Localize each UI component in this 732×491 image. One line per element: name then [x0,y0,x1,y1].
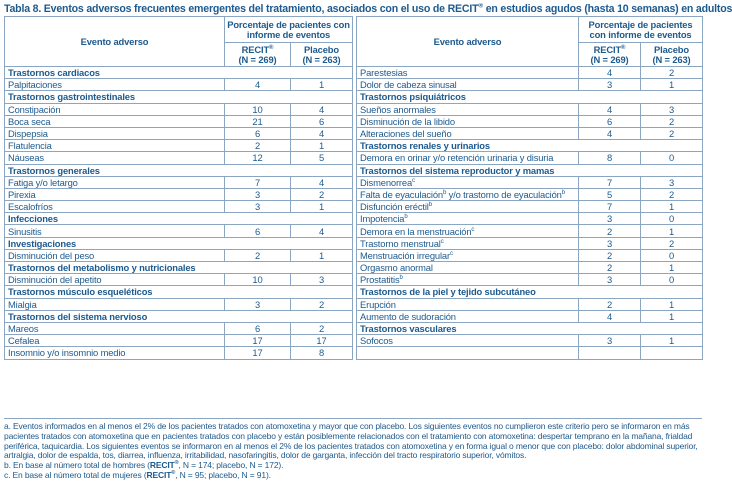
category-label: Trastornos gastrointestinales [5,91,353,103]
recit-value: 21 [225,115,291,127]
table-row [5,103,353,115]
recit-value: 4 [579,310,641,322]
event-footnote-mark: b [399,275,403,282]
table-row [357,213,703,225]
table-row [5,140,353,152]
recit-value: 10 [225,274,291,286]
placebo-value: 1 [641,298,703,310]
event-footnote-mark: c [471,226,475,233]
event-footnote-mark: c [449,250,453,257]
recit-value: 17 [225,335,291,347]
footnote-b-brand: RECIT [149,460,175,471]
placebo-value: 1 [291,79,353,91]
column-header-event: Evento adverso [357,17,579,67]
event-label [357,115,579,127]
column-header-placebo [641,43,703,67]
event-label-text: Constipación [8,103,61,115]
event-label-text: Orgasmo anormal [360,262,433,274]
table-row [357,237,703,249]
placebo-n: (N = 263) [302,53,341,65]
column-header-event: Evento adverso [5,17,225,67]
category-row [357,91,703,103]
category-label: Trastornos psiquiátricos [357,91,703,103]
placebo-value: 1 [641,262,703,274]
left-table-body [5,67,353,360]
table-row [5,335,353,347]
placebo-value: 0 [641,152,703,164]
event-label-text: Sinusitis [8,225,42,237]
event-footnote-mark-2: b [561,189,565,196]
event-label [357,262,579,274]
event-label-text: Menstruación irregular [360,249,450,261]
event-label [357,298,579,310]
column-header-percent: Porcentaje de pacientes con informe de eventos [579,17,703,43]
event-label [5,335,225,347]
recit-value: 17 [225,347,291,359]
recit-value: 3 [579,335,641,347]
category-label: Investigaciones [5,237,353,249]
event-label [357,79,579,91]
table-row [5,127,353,139]
event-label-text: Mareos [8,323,39,335]
recit-value: 7 [579,176,641,188]
event-label-text: Mialgia [8,298,37,310]
event-label [5,225,225,237]
placebo-value: 2 [641,127,703,139]
recit-value: 2 [579,298,641,310]
table-row [357,103,703,115]
table-row [357,298,703,310]
placebo-value: 1 [291,249,353,261]
recit-value: 3 [225,201,291,213]
column-header-recit [225,43,291,67]
recit-value: 6 [225,225,291,237]
event-label-text: Dispepsia [8,128,48,140]
event-label [5,322,225,334]
table-row [5,188,353,200]
table-row [357,79,703,91]
recit-value: 5 [579,188,641,200]
event-footnote-mark: b [443,189,447,196]
category-label: Trastornos generales [5,164,353,176]
column-header-placebo [291,43,353,67]
placebo-value: 1 [641,310,703,322]
table-row [357,201,703,213]
event-label-text: Prostatitis [360,274,400,286]
recit-name: RECIT [241,43,270,55]
table-row [5,79,353,91]
category-row [5,237,353,249]
table-title-tail: en estudios agudos (hasta 10 semanas) en adultos [482,3,732,15]
recit-value: 6 [225,322,291,334]
placebo-value: 2 [291,188,353,200]
recit-value: 3 [579,213,641,225]
category-row [357,322,703,334]
recit-value: 4 [225,79,291,91]
table-row [357,115,703,127]
table-row [5,274,353,286]
table-row [5,115,353,127]
recit-n: (N = 269) [238,53,277,65]
placebo-value: 2 [641,115,703,127]
recit-value: 6 [579,115,641,127]
event-label-text-2: y/o trastorno de eyaculación [446,188,562,200]
category-row [5,286,353,298]
placebo-value: 3 [291,274,353,286]
table-row [5,152,353,164]
event-label-text: Palpitaciones [8,79,62,91]
placebo-value: 0 [641,213,703,225]
event-label-text: Cefalea [8,335,40,347]
adverse-events-table-right [356,16,703,360]
event-label [5,115,225,127]
placebo-value: 17 [291,335,353,347]
table-row [357,310,703,322]
table-title-reg: ® [478,2,483,10]
recit-name: RECIT [593,43,622,55]
event-label [357,335,579,347]
event-label [357,103,579,115]
category-row [5,91,353,103]
placebo-value: 3 [641,176,703,188]
column-header-percent: Porcentaje de pacientes con informe de eventos [225,17,353,43]
recit-value: 12 [225,152,291,164]
table-row [357,335,703,347]
event-label [5,188,225,200]
placebo-value: 4 [291,103,353,115]
blank-cell [641,347,703,359]
placebo-value: 1 [641,335,703,347]
blank-cell [579,347,641,359]
placebo-value: 1 [641,225,703,237]
category-label: Trastornos del sistema nervioso [5,310,353,322]
category-label: Trastornos del sistema reproductor y mamas [357,164,703,176]
placebo-value: 6 [291,115,353,127]
event-label-text: Parestesias [360,67,408,79]
event-label [5,201,225,213]
category-label: Trastornos del metabolismo y nutricionales [5,262,353,274]
category-row [5,67,353,79]
table-row [5,225,353,237]
event-label [357,213,579,225]
event-label [357,310,579,322]
event-label-text: Demora en orinar y/o retención urinaria y disuria [360,152,554,164]
event-label-text: Erupción [360,298,396,310]
placebo-value: 5 [291,152,353,164]
recit-value: 3 [579,237,641,249]
category-label: Trastornos renales y urinarios [357,140,703,152]
event-footnote-mark: c [412,177,415,184]
table-row [5,298,353,310]
event-label [5,249,225,261]
placebo-value: 1 [291,201,353,213]
table-row [5,249,353,261]
recit-value: 2 [579,262,641,274]
category-row [357,164,703,176]
footnote-a: a. Eventos informados en al menos el 2% de los pacientes tratados con atomoxetina y mayor que con placebo. Los siguientes eventos no cumplieron este criterio pero se informaron en más pacientes tratados con atomoxetina que en pacientes tratados con placebo y están posiblemente relacionados con el tratamiento con atomoxetina: despertar temprano en la mañana, frialdad periférica, taquicardia. Los siguientes eventos se informaron en al menos el 2% de los pacientes tratados con atomoxetina y en forma igual o menor que con placebo: dolor abdominal superior, artralgia, dolor de espalda, tos, diarrea, influenza, irritabilidad, nasofaringitis, dolor de garganta, infección del tracto respiratorio superior, vómitos. [4,421,698,461]
table-title-text: Tabla 8. Eventos adversos frecuentes emergentes del tratamiento, asociados con el uso de RECIT [4,3,479,15]
category-label: Trastornos cardiacos [5,67,353,79]
placebo-value: 0 [641,249,703,261]
footnote-c [4,471,702,481]
table-row [357,152,703,164]
event-label-text: Disminución del apetito [8,274,102,286]
footnote-c-brand: RECIT [146,469,172,480]
event-label [5,79,225,91]
placebo-n: (N = 263) [652,53,691,65]
event-label [357,237,579,249]
event-label-text: Escalofríos [8,201,53,213]
table-row [357,249,703,261]
recit-value: 2 [579,225,641,237]
event-label [5,347,225,359]
placebo-value: 2 [641,67,703,79]
right-table-body [357,67,703,360]
table-row [5,201,353,213]
recit-value: 7 [225,176,291,188]
event-label-text: Sueños anormales [360,103,436,115]
event-label-text: Falta de eyaculación [360,188,443,200]
category-row [5,213,353,225]
event-label-text: Impotencia [360,213,405,225]
placebo-value: 2 [641,237,703,249]
recit-value: 8 [579,152,641,164]
event-label-text: Dismenorrea [360,176,413,188]
event-label [5,127,225,139]
placebo-value: 2 [291,298,353,310]
event-label [5,298,225,310]
event-label-text: Sofocos [360,335,393,347]
event-label [5,152,225,164]
table-row [357,274,703,286]
table-row [357,176,703,188]
event-label-text: Disfunción eréctil [360,201,429,213]
placebo-value: 0 [641,274,703,286]
recit-value: 3 [225,298,291,310]
event-label [5,140,225,152]
table-row [5,176,353,188]
category-label: Trastornos de la piel y tejido subcutáneo [357,286,703,298]
event-footnote-mark: c [440,238,444,245]
column-header-recit [579,43,641,67]
event-footnote-mark: b [428,202,432,209]
category-label: Trastornos músculo esqueléticos [5,286,353,298]
footnote-b-reg: ® [174,460,179,467]
event-label-text: Fatiga y/o letargo [8,176,78,188]
placebo-value: 4 [291,127,353,139]
footnote-b-suffix: , N = 174; placebo, N = 172). [178,460,284,471]
event-label-text: Disminución del peso [8,249,95,261]
category-label: Trastornos vasculares [357,322,703,334]
event-label [5,274,225,286]
recit-value: 4 [579,67,641,79]
placebo-value: 1 [641,79,703,91]
recit-value: 2 [225,140,291,152]
event-label [5,103,225,115]
event-label [357,67,579,79]
recit-value: 10 [225,103,291,115]
event-label [357,225,579,237]
event-label-text: Flatulencia [8,140,52,152]
event-label [357,188,579,200]
footnote-c-reg: ® [171,470,176,477]
table-row [357,127,703,139]
recit-reg: ® [269,44,274,51]
event-label-text: Pirexia [8,188,36,200]
footnotes [4,422,702,481]
footnote-c-suffix: , N = 95; placebo, N = 91). [175,469,271,480]
placebo-value: 3 [641,103,703,115]
recit-value: 6 [225,127,291,139]
placebo-value: 1 [291,140,353,152]
tables-container [4,16,704,414]
recit-value: 3 [225,188,291,200]
category-row [5,164,353,176]
event-label-text: Dolor de cabeza sinusal [360,79,457,91]
placebo-value: 2 [291,322,353,334]
placebo-value: 4 [291,176,353,188]
event-label [357,152,579,164]
table-row [357,188,703,200]
placebo-value: 2 [641,188,703,200]
event-label-text: Demora en la menstruación [360,225,472,237]
category-row [5,310,353,322]
blank-row [357,347,703,359]
event-label-text: Disminución de la libido [360,115,455,127]
table-row [5,322,353,334]
event-label-text: Insomnio y/o insomnio medio [8,347,126,359]
event-label [357,201,579,213]
event-label-text: Aumento de sudoración [360,310,456,322]
event-label-text: Alteraciones del sueño [360,128,452,140]
table-row [357,225,703,237]
event-label-text: Náuseas [8,152,44,164]
placebo-value: 1 [641,201,703,213]
category-row [5,262,353,274]
event-label-text: Trastorno menstrual [360,237,441,249]
table-title [4,2,732,16]
recit-value: 3 [579,79,641,91]
recit-value: 3 [579,274,641,286]
table-row [357,262,703,274]
recit-value: 7 [579,201,641,213]
category-row [357,286,703,298]
placebo-value: 8 [291,347,353,359]
footnote-c-prefix: c. En base al número total de mujeres ( [4,469,147,480]
recit-value: 2 [579,249,641,261]
table-row [5,347,353,359]
table-row [357,67,703,79]
adverse-events-table-left [4,16,353,360]
placebo-name: Placebo [304,43,339,55]
recit-n: (N = 269) [590,53,629,65]
recit-value: 2 [225,249,291,261]
event-label-text: Boca seca [8,115,51,127]
placebo-name: Placebo [654,43,689,55]
footnote-divider [4,418,702,419]
recit-reg: ® [621,44,626,51]
placebo-value: 4 [291,225,353,237]
event-label [357,249,579,261]
footnote-b-prefix: b. En base al número total de hombres ( [4,460,150,471]
recit-value: 4 [579,103,641,115]
recit-value: 4 [579,127,641,139]
category-row [357,140,703,152]
event-label [357,274,579,286]
category-label: Infecciones [5,213,353,225]
event-label [357,176,579,188]
event-label [357,127,579,139]
event-footnote-mark: b [404,214,408,221]
event-label [5,176,225,188]
blank-cell [357,347,579,359]
